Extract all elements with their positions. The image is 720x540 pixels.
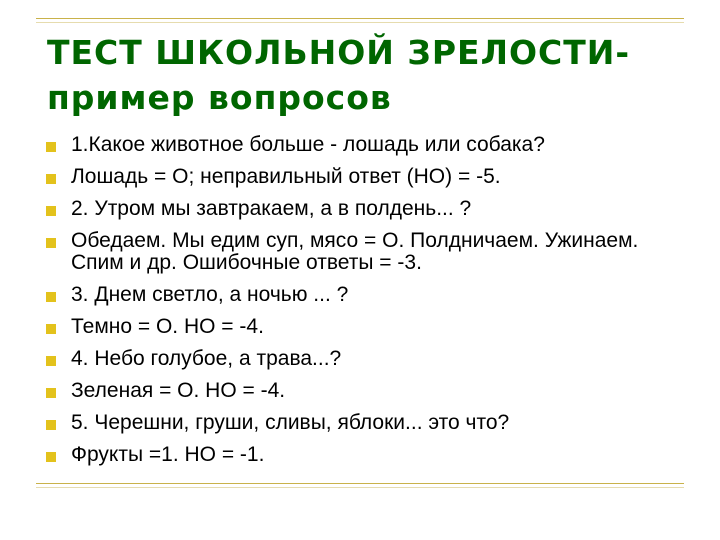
bottom-rule	[36, 483, 684, 484]
square-bullet-icon	[46, 388, 56, 398]
bullet-list	[46, 134, 686, 476]
list-item	[46, 284, 686, 306]
list-item-text: 3. Днем светло, а ночью ... ?	[71, 283, 349, 306]
square-bullet-icon	[46, 452, 56, 462]
square-bullet-icon	[46, 142, 56, 152]
square-bullet-icon	[46, 238, 56, 248]
list-item-text: 1.Какое животное больше - лошадь или собака?	[71, 133, 545, 156]
square-bullet-icon	[46, 356, 56, 366]
square-bullet-icon	[46, 324, 56, 334]
top-rule	[36, 18, 684, 19]
list-item	[46, 444, 686, 466]
list-item	[46, 230, 686, 274]
slide-title: ТЕСТ ШКОЛЬНОЙ ЗРЕЛОСТИ- пример вопросов	[47, 33, 631, 117]
list-item-text: Обедаем. Мы едим суп, мясо = О. Полдничаем. Ужинаем. Спим и др. Ошибочные ответы = -3.	[71, 229, 639, 274]
list-item-text: Зеленая = О. НО = -4.	[71, 379, 286, 402]
list-item	[46, 198, 686, 220]
list-item-text: Темно = О. НО = -4.	[71, 315, 264, 338]
top-rule-secondary	[36, 22, 684, 23]
list-item	[46, 166, 686, 188]
list-item-text: 2. Утром мы завтракаем, а в полдень... ?	[71, 197, 472, 220]
square-bullet-icon	[46, 206, 56, 216]
square-bullet-icon	[46, 420, 56, 430]
list-item-text: Фрукты =1. НО = -1.	[71, 443, 265, 466]
list-item	[46, 380, 686, 402]
list-item-text: 5. Черешни, груши, сливы, яблоки... это что?	[71, 411, 510, 434]
square-bullet-icon	[46, 292, 56, 302]
list-item	[46, 412, 686, 434]
list-item	[46, 316, 686, 338]
list-item-text: 4. Небо голубое, а трава...?	[71, 347, 342, 370]
bottom-rule-secondary	[36, 487, 684, 488]
square-bullet-icon	[46, 174, 56, 184]
list-item	[46, 134, 686, 156]
list-item-text: Лошадь = О; неправильный ответ (НО) = -5.	[71, 165, 501, 188]
list-item	[46, 348, 686, 370]
